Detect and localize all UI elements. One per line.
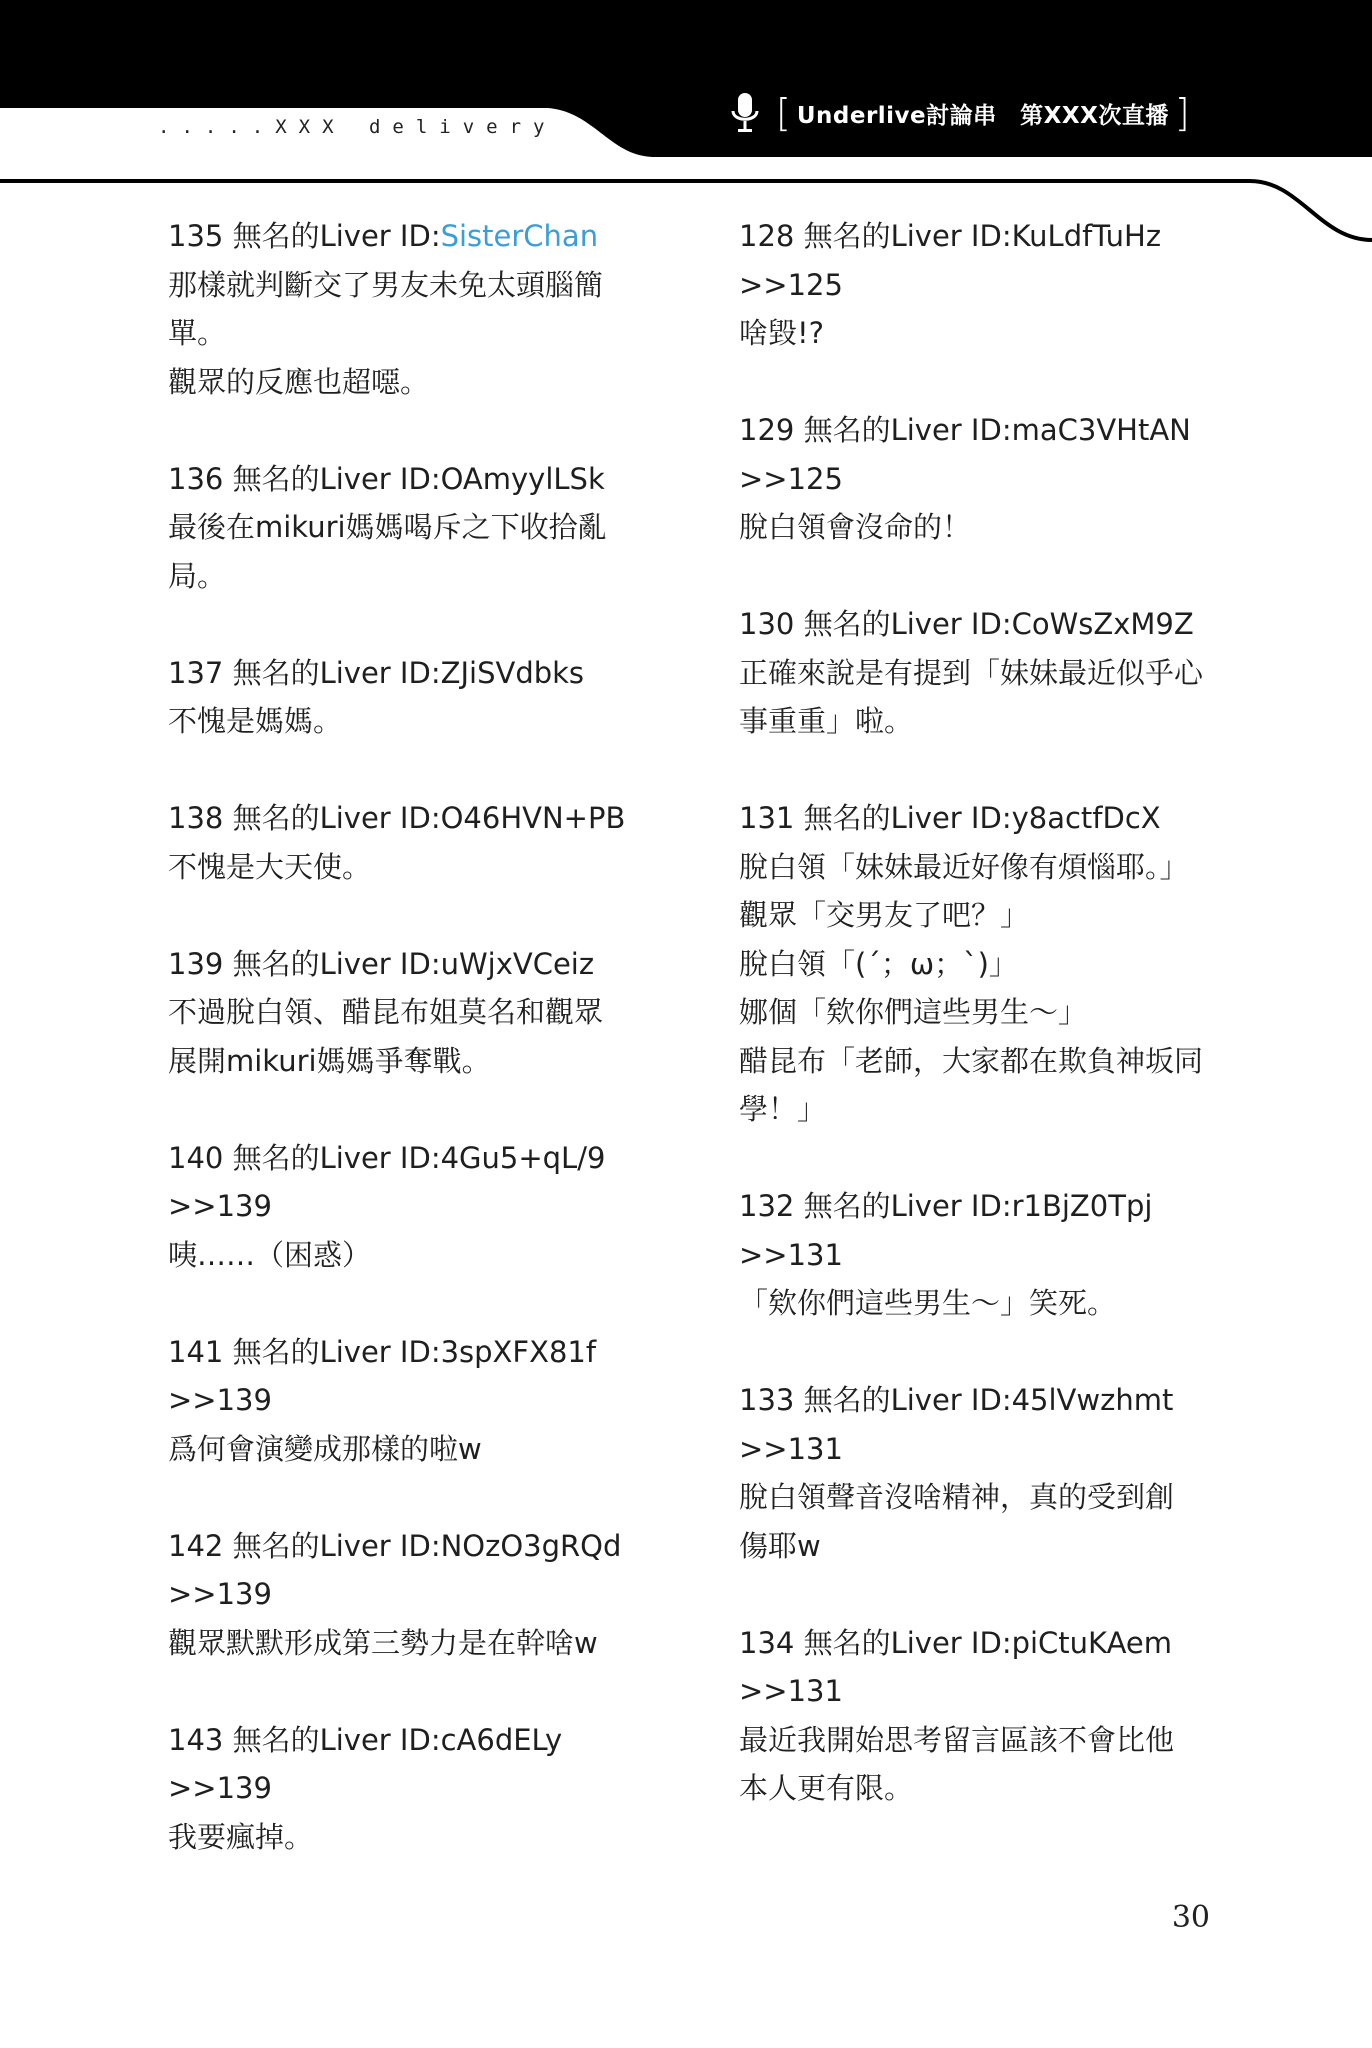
post-text-line: 不愧是媽媽。 bbox=[168, 704, 343, 738]
post-number-author: 134 無名的Liver ID: bbox=[739, 1625, 1012, 1660]
post-number-author: 140 無名的Liver ID: bbox=[168, 1140, 441, 1175]
poster-id: y8actfDcX bbox=[1011, 801, 1161, 835]
post-header bbox=[739, 600, 1235, 649]
header-right-title bbox=[728, 88, 1228, 138]
post-header bbox=[168, 1328, 664, 1377]
post-number-author: 135 無名的Liver ID: bbox=[168, 219, 441, 253]
forum-post bbox=[739, 1376, 1235, 1570]
poster-id: SisterChan bbox=[440, 219, 599, 253]
post-header bbox=[168, 940, 664, 989]
bracket-close: ] bbox=[1174, 91, 1190, 135]
forum-post bbox=[739, 406, 1235, 552]
post-number-author: 141 無名的Liver ID: bbox=[168, 1334, 441, 1369]
post-text-line: 單。 bbox=[168, 316, 227, 350]
left-column bbox=[168, 212, 664, 1910]
poster-id: ZJiSVdbks bbox=[440, 655, 585, 690]
post-text-line: 展開mikuri媽媽爭奪戰。 bbox=[168, 1043, 491, 1078]
post-number-author: 128 無名的Liver ID: bbox=[739, 219, 1012, 253]
bracket-open: [ bbox=[776, 91, 791, 135]
post-text-line: 脫白領「(´；ω；`)」 bbox=[739, 946, 1018, 981]
post-text-line: 不過脫白領、醋昆布姐莫名和觀眾 bbox=[168, 995, 604, 1029]
post-text-line: >>139 bbox=[168, 1189, 272, 1223]
post-number-author: 132 無名的Liver ID: bbox=[739, 1189, 1012, 1223]
forum-post bbox=[168, 1328, 664, 1474]
poster-id: NOzO3gRQd bbox=[440, 1528, 622, 1563]
post-header bbox=[168, 455, 664, 504]
poster-id: 4Gu5+qL/9 bbox=[440, 1140, 606, 1175]
post-header bbox=[739, 212, 1235, 261]
post-text-line: 觀眾「交男友了吧？」 bbox=[739, 898, 1030, 932]
post-text-line: 「欸你們這些男生～」笑死。 bbox=[739, 1286, 1117, 1320]
post-text-line: 咦……（困惑） bbox=[168, 1237, 372, 1272]
post-header bbox=[168, 212, 664, 261]
post-number-author: 129 無名的Liver ID: bbox=[739, 413, 1012, 447]
post-header bbox=[739, 794, 1235, 843]
post-text-line: 最近我開始思考留言區該不會比他 bbox=[739, 1722, 1175, 1757]
post-text-line: 局。 bbox=[168, 558, 227, 593]
poster-id: KuLdfTuHz bbox=[1011, 219, 1162, 253]
header-left-text: .....XXX delivery bbox=[158, 116, 557, 138]
forum-post bbox=[739, 1619, 1235, 1813]
post-number-author: 139 無名的Liver ID: bbox=[168, 946, 441, 981]
forum-post bbox=[168, 212, 664, 406]
post-number-author: 136 無名的Liver ID: bbox=[168, 461, 441, 496]
post-text-line: 觀眾的反應也超噁。 bbox=[168, 364, 430, 399]
poster-id: uWjxVCeiz bbox=[440, 946, 595, 981]
post-header bbox=[739, 406, 1235, 455]
post-text-line: 觀眾默默形成第三勢力是在幹啥w bbox=[168, 1625, 598, 1660]
post-text-line: >>139 bbox=[168, 1383, 272, 1417]
forum-post bbox=[168, 1134, 664, 1280]
post-header bbox=[739, 1182, 1235, 1231]
poster-id: maC3VHtAN bbox=[1011, 413, 1191, 447]
post-text-line: 那樣就判斷交了男友未免太頭腦簡 bbox=[168, 267, 604, 302]
microphone-icon bbox=[728, 91, 762, 135]
post-text-line: >>131 bbox=[739, 1674, 843, 1708]
post-text-line: 最後在mikuri媽媽喝斥之下收拾亂 bbox=[168, 510, 607, 544]
right-column bbox=[739, 212, 1235, 1861]
post-text-line: 事重重」啦。 bbox=[739, 704, 914, 738]
post-header bbox=[739, 1376, 1235, 1425]
post-number-author: 137 無名的Liver ID: bbox=[168, 655, 441, 690]
thread-title: Underlive討論串 第XXX次直播 bbox=[796, 102, 1169, 129]
poster-id: CoWsZxM9Z bbox=[1011, 607, 1194, 641]
post-number-author: 138 無名的Liver ID: bbox=[168, 801, 441, 835]
forum-post bbox=[739, 1182, 1235, 1328]
post-text-line: 醋昆布「老師，大家都在欺負神坂同 bbox=[739, 1043, 1204, 1078]
post-text-line: 本人更有限。 bbox=[739, 1771, 914, 1805]
page-number: 30 bbox=[1171, 1900, 1210, 1935]
post-number-author: 130 無名的Liver ID: bbox=[739, 607, 1012, 641]
post-text-line: 脫白領「妹妹最近好像有煩惱耶。」 bbox=[739, 849, 1189, 884]
poster-id: O46HVN+PB bbox=[440, 801, 626, 835]
post-header bbox=[168, 1134, 664, 1183]
post-header bbox=[168, 649, 664, 698]
forum-post bbox=[739, 600, 1235, 746]
post-text-line: 爲何會演變成那樣的啦w bbox=[168, 1431, 482, 1466]
forum-post bbox=[168, 649, 664, 746]
forum-post bbox=[168, 794, 664, 891]
post-header bbox=[168, 794, 664, 843]
post-header bbox=[739, 1619, 1235, 1668]
poster-id: 45lVwzhmt bbox=[1011, 1383, 1174, 1417]
forum-post bbox=[168, 455, 664, 601]
post-number-author: 131 無名的Liver ID: bbox=[739, 801, 1012, 835]
poster-id: piCtuKAem bbox=[1011, 1625, 1172, 1660]
post-header bbox=[168, 1716, 664, 1765]
post-text-line: 娜個「欸你們這些男生～」 bbox=[739, 995, 1088, 1029]
post-text-line: 不愧是大天使。 bbox=[168, 849, 372, 884]
forum-post bbox=[168, 1522, 664, 1668]
post-text-line: 正確來說是有提到「妹妹最近似乎心 bbox=[739, 655, 1204, 690]
post-text-line: >>131 bbox=[739, 1431, 843, 1466]
post-text-line: 傷耶w bbox=[739, 1528, 821, 1563]
post-text-line: 啥毀!? bbox=[739, 316, 825, 350]
post-header bbox=[168, 1522, 664, 1571]
post-text-line: >>139 bbox=[168, 1771, 272, 1805]
post-text-line: 我要瘋掉。 bbox=[168, 1819, 314, 1854]
post-text-line: >>125 bbox=[739, 461, 843, 496]
post-text-line: >>131 bbox=[739, 1237, 843, 1272]
post-number-author: 133 無名的Liver ID: bbox=[739, 1383, 1012, 1417]
forum-post bbox=[739, 212, 1235, 358]
post-text-line: >>139 bbox=[168, 1577, 272, 1611]
poster-id: 3spXFX81f bbox=[440, 1334, 597, 1369]
post-text-line: 脫白領會沒命的！ bbox=[739, 510, 972, 544]
post-text-line: >>125 bbox=[739, 267, 843, 302]
poster-id: OAmyylLSk bbox=[440, 461, 605, 496]
forum-post bbox=[168, 940, 664, 1086]
forum-post bbox=[168, 1716, 664, 1862]
post-text-line: 學！」 bbox=[739, 1092, 827, 1126]
post-number-author: 143 無名的Liver ID: bbox=[168, 1722, 441, 1757]
post-text-line: 脫白領聲音沒啥精神，真的受到創 bbox=[739, 1480, 1175, 1514]
poster-id: cA6dELy bbox=[440, 1722, 563, 1757]
post-number-author: 142 無名的Liver ID: bbox=[168, 1528, 441, 1563]
forum-post bbox=[739, 794, 1235, 1134]
poster-id: r1BjZ0Tpj bbox=[1011, 1189, 1153, 1223]
